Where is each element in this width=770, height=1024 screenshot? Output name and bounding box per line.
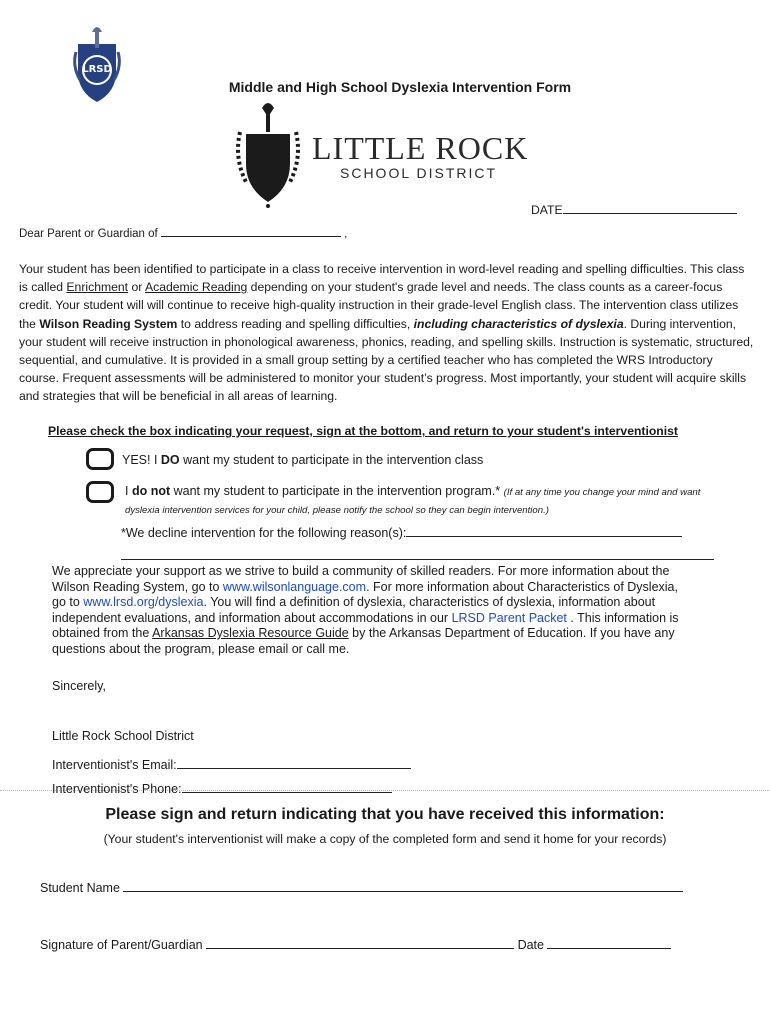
parent-packet-link[interactable]: LRSD Parent Packet (451, 610, 567, 625)
date-field[interactable] (531, 201, 737, 219)
decline-reason-field[interactable] (121, 526, 682, 540)
phone-line[interactable] (182, 792, 392, 793)
signature-date-line[interactable] (547, 948, 671, 949)
no-checkbox[interactable] (86, 481, 114, 503)
enrichment-text: Enrichment (66, 280, 129, 295)
academic-reading-text: Academic Reading (145, 280, 248, 295)
email-label: Interventionist's Email: (52, 758, 177, 772)
student-name-sign-line[interactable] (123, 891, 683, 892)
info-paragraph: We appreciate your support as we strive to build a community of skilled readers. For more information about the Wilson Reading System, go to www.wilsonlanguage.com. For more information about Characteristics of Dyslexia, go to www.lrsd.org/dyslexia. You will find a definition of dyslexia, characteristics of dyslexia, information about independent evaluations, and information about accommodations in our LRSD Parent Packet . This information is obtained from the Arkansas Dyslexia Resource Guide by the Arkansas Department of Education. If you have any questions about the program, please email or call me. (52, 564, 679, 656)
decline-label: *We decline intervention for the following reason(s): (121, 526, 407, 540)
little-rock-crest-logo (232, 102, 304, 210)
badge-text: LRSD (82, 64, 112, 75)
student-name-field[interactable] (40, 881, 683, 895)
parent-signature-label: Signature of Parent/Guardian (40, 938, 203, 952)
form-title: Middle and High School Dyslexia Intervention Form (228, 79, 572, 95)
resource-guide-link[interactable]: Arkansas Dyslexia Resource Guide (152, 626, 349, 640)
wilson-system-text: Wilson Reading System (39, 316, 178, 331)
phone-field[interactable] (52, 782, 392, 796)
logo-name: LITTLE ROCK (312, 130, 529, 166)
signature-subheading: (Your student's interventionist will make a copy of the completed form and send it home for your records) (103, 832, 667, 846)
decline-line-1[interactable] (406, 536, 682, 537)
sincerely: Sincerely, (52, 679, 106, 693)
date-line[interactable] (563, 213, 737, 214)
signature-date-label: Date (517, 938, 544, 952)
characteristics-text: including characteristics of dyslexia (413, 316, 624, 331)
yes-option-label: YES! I DO want my student to participate in the intervention class (122, 453, 484, 467)
no-option-note: (If at any time you change your mind and want dyslexia intervention services for your child, please notify the school so they can begin intervention.) (125, 487, 701, 516)
lrsd-dyslexia-link[interactable]: www.lrsd.org/dyslexia (83, 595, 204, 609)
student-name-label: Student Name (40, 881, 120, 895)
greeting-label: Dear Parent or Guardian of (19, 228, 158, 240)
decline-line-2[interactable] (121, 559, 714, 560)
wilson-link[interactable]: www.wilsonlanguage.com (222, 579, 367, 594)
no-option-label: I do not want my student to participate in the intervention program.* (If at any time you change your mind and want dyslexia intervention services for your child, please notify the school so they can begin intervention.) (125, 484, 701, 516)
lrsd-badge-logo (70, 22, 124, 104)
parent-signature-line[interactable] (206, 948, 514, 949)
phone-label: Interventionist's Phone: (52, 782, 182, 796)
student-name-line[interactable] (161, 236, 341, 237)
instructions: Please check the box indicating your request, sign at the bottom, and return to your student's interventionist (48, 424, 678, 438)
logo-subtitle: SCHOOL DISTRICT (340, 165, 498, 181)
date-label: DATE (531, 203, 563, 217)
intro-paragraph: Your student has been identified to participate in a class to receive intervention in word-level reading and spelling difficulties. This class is called Enrichment or Academic Reading depending on your student's grade level and needs. The class counts as a career-focus credit. Your student will will continue to receive high-quality instruction in their grade-level English class. The intervention class utilizes the Wilson Reading System to address reading and spelling difficulties, including characteristics of dyslexia. During intervention, your student will receive instruction in phonological awareness, phonics, reading, and spelling skills. Instruction is systematic, structured, sequential, and cumulative. It is provided in a small group setting by a certified teacher who has completed the WRS Introductory course. Frequent assessments will be administered to monitor your student’s progress. Most importantly, your student will acquire skills and strategies that will be beneficial in all areas of learning. (19, 262, 754, 404)
district-signoff: Little Rock School District (52, 729, 194, 743)
yes-checkbox[interactable] (86, 448, 114, 470)
greeting: Dear Parent or Guardian of , (19, 228, 348, 240)
email-line[interactable] (177, 768, 411, 769)
email-field[interactable] (52, 758, 411, 772)
signature-heading: Please sign and return indicating that you have received this information: (105, 806, 665, 823)
parent-signature-field[interactable] (40, 938, 671, 952)
